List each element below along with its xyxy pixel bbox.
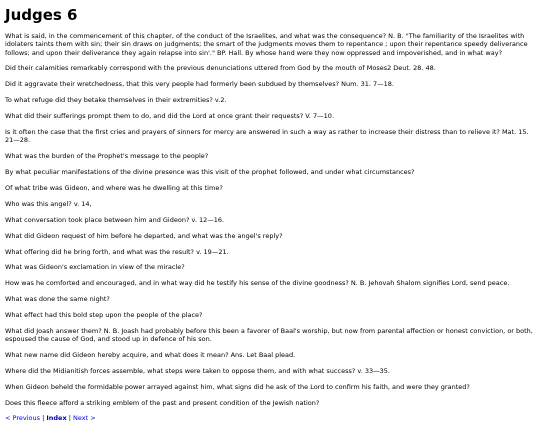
nav-separator: | — [68, 413, 71, 422]
question-paragraph: What offering did he bring forth, and what was the result? v. 19—21. — [5, 247, 229, 256]
pagination-nav — [5, 414, 535, 422]
previous-link[interactable]: < Previous — [5, 413, 40, 422]
question-paragraph: What did their sufferings prompt them to do, and did the Lord at once grant their requests? V. 7—10. — [5, 112, 335, 121]
question-paragraph: By what peculiar manifestations of the divine presence was this visit of the prophet followed, and under what circumstances? — [5, 168, 415, 177]
question-paragraph: Did it aggravate their wretchedness, that this very people had formerly been subdued by themselves? Num. 31. 7—18. — [5, 80, 394, 89]
question-paragraph: Is it often the case that the first cries and prayers of sinners for mercy are answered in such a way as rather to increase their distress than to relieve it? Mat. 15. 21—28. — [5, 128, 529, 145]
question-paragraph: Who was this angel? v. 14, — [5, 199, 92, 208]
question-paragraph: Does this fleece afford a striking emblem of the past and present condition of the Jewish nation? — [5, 398, 320, 407]
question-paragraph: When Gideon beheld the formidable power arrayed against him, what signs did he ask of the Lord to confirm his faith, and were they granted? — [5, 383, 470, 391]
question-paragraph: What effect had this bold step upon the people of the place? — [5, 311, 203, 320]
question-paragraph: What conversation took place between him and Gideon? v. 12—16. — [5, 215, 225, 224]
question-paragraph: What is said, in the commencement of this chapter, of the conduct of the Israelites, and what was the consequence? N. B. "The familiarity of the Israelites with idolaters taints them with sin; their sin draws on judgments; the smart of the judgments moves them to repentance ; upon their repentance speedy deliverance follows; and upon their deliverance they again relapse into sin'." BP. Hall. By whose hand were they now oppressed and impoverished, and in what way? — [5, 32, 528, 57]
question-paragraph: What did Gideon request of him before he departed, and what was the angel's reply? — [5, 231, 283, 240]
question-paragraph: What did Joash answer them? N. B. Joash had probably before this been a favorer of Baal's worship, but now from parental affection or honest conviction, or both, espoused the cause of God, and stood up in defence of his son. — [5, 327, 533, 344]
index-link[interactable]: Index — [46, 413, 67, 422]
next-link[interactable]: Next > — [73, 413, 96, 422]
question-paragraph: Did their calamities remarkably correspond with the previous denunciations uttered from God by the mouth of Moses2 Deut. 28. 48. — [5, 64, 436, 73]
nav-separator: | — [42, 413, 45, 422]
question-paragraph: How was he comforted and encouraged, and in what way did he testify his sense of the divine goodness? N. B. Jehovah Shalom signifies Lord, send peace. — [5, 279, 510, 288]
question-paragraph: Where did the Midianitish forces assemble, what steps were taken to oppose them, and with what success? v. 33—35. — [5, 367, 390, 376]
page-title: Judges 6 — [5, 6, 78, 24]
questions-list — [5, 32, 535, 407]
question-paragraph: To what refuge did they betake themselves in their extremities? v.2. — [5, 96, 227, 105]
question-paragraph: Of what tribe was Gideon, and where was he dwelling at this time? — [5, 184, 223, 193]
question-paragraph: What was the burden of the Prophet's message to the people? — [5, 152, 209, 161]
question-paragraph: What was Gideon's exclamation in view of the miracle? — [5, 263, 185, 272]
question-paragraph: What new name did Gideon hereby acquire, and what does it mean? Ans. Let Baal plead. — [5, 351, 296, 360]
question-paragraph: What was done the same night? — [5, 295, 110, 304]
